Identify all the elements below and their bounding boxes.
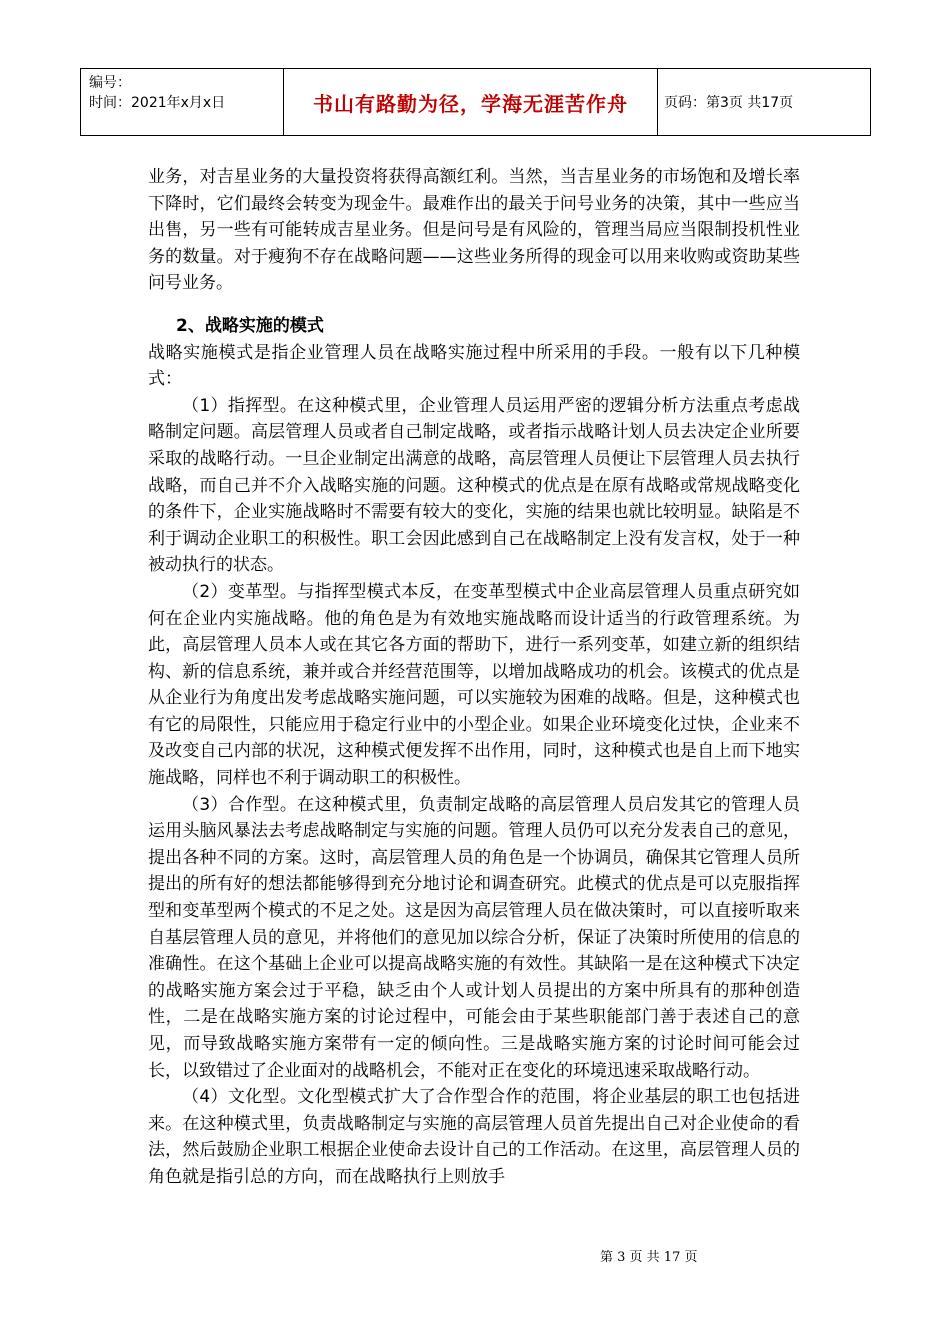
- header-time-label: 时间：2021年x月x日: [89, 95, 226, 111]
- document-body: [148, 164, 800, 1191]
- paragraph-change-model: （2）变革型。与指挥型模式本反，在变革型模式中企业高层管理人员重点研究如何在企业内实施战略。他的角色是为有效地实施战略而设计适当的行政管理系统。为此，高层管理人员本人或在其它各方面的帮助下，进行一系列变革，如建立新的组织结构、新的信息系统，兼并或合并经营范围等，以增加战略成功的机会。该模式的优点是从企业行为角度出发考虑战略实施问题，可以实施较为困难的战略。但是，这种模式也有它的局限性，只能应用于稳定行业中的小型企业。如果企业环境变化过快，企业来不及改变自己内部的状况，这种模式便发挥不出作用，同时，这种模式也是自上而下地实施战略，同样也不利于调动职工的积极性。: [148, 581, 800, 789]
- header-meta: [81, 69, 284, 135]
- paragraph-command-model: （1）指挥型。在这种模式里，企业管理人员运用严密的逻辑分析方法重点考虑战略制定问题。高层管理人员或者自己制定战略，或者指示战略计划人员去决定企业所要采取的战略行动。一旦企业制定出满意的战略，高层管理人员便让下层管理人员去执行战略，而自己并不介入战略实施的问题。这种模式的优点是在原有战略或常规战略变化的条件下，企业实施战略时不需要有较大的变化，实施的结果也就比较明显。缺陷是不利于调动企业职工的积极性。职工会因此感到自己在战略制定上没有发言权，处于一种被动执行的状态。: [148, 395, 800, 576]
- paragraph-cooperative-model: （3）合作型。在这种模式里，负责制定战略的高层管理人员启发其它的管理人员运用头脑风暴法去考虑战略制定与实施的问题。管理人员仍可以充分发表自己的意见，提出各种不同的方案。这时，高层管理人员的角色是一个协调员，确保其它管理人员所提出的所有好的想法都能够得到充分地讨论和调查研究。此模式的优点是可以克服指挥型和变革型两个模式的不足之处。这是因为高层管理人员在做决策时，可以直接听取来自基层管理人员的意见，并将他们的意见加以综合分析，保证了决策时所使用的信息的准确性。在这个基础上企业可以提高战略实施的有效性。其缺陷一是在这种模式下决定的战略实施方案会过于平稳，缺乏由个人或计划人员提出的方案中所具有的那种创造性，二是在战略实施方案的讨论过程中，可能会由于某些职能部门善于表述自己的意见，而导致战略实施方案带有一定的倾向性。三是战略实施方案的讨论时间可能会过长，以致错过了企业面对的战略机会，不能对正在变化的环境迅速采取战略行动。: [148, 794, 800, 1081]
- document-header: [80, 68, 871, 136]
- header-page-info: 页码：第3页 共17页: [664, 95, 794, 111]
- paragraph-continued: 业务，对吉星业务的大量投资将获得高额红利。当然，当吉星业务的市场饱和及增长率下降时，它们最终会转变为现金牛。最难作出的最关于问号业务的决策，其中一些应当出售，另一些有可能转成吉星业务。但是问号是有风险的，管理当局应当限制投机性业务的数量。对于瘦狗不存在战略问题——这些业务所得的现金可以用来收购或资助某些问号业务。: [148, 167, 800, 294]
- header-number-label: 编号：: [89, 75, 131, 91]
- section-heading: 2、战略实施的模式: [176, 315, 324, 336]
- page-footer: 第 3 页 共 17 页: [600, 1250, 698, 1265]
- header-motto: 书山有路勤为径，学海无涯苦作舟: [284, 69, 658, 135]
- paragraph-intro: 战略实施模式是指企业管理人员在战略实施过程中所采用的手段。一般有以下几种模式：: [148, 342, 800, 390]
- paragraph-culture-model: （4）文化型。文化型模式扩大了合作型合作的范围，将企业基层的职工也包括进来。在这种模式里，负责战略制定与实施的高层管理人员首先提出自己对企业使命的看法，然后鼓励企业职工根据企业使命去设计自己的工作活动。在这里，高层管理人员的角色就是指引总的方向，而在战略执行上则放手: [148, 1087, 800, 1187]
